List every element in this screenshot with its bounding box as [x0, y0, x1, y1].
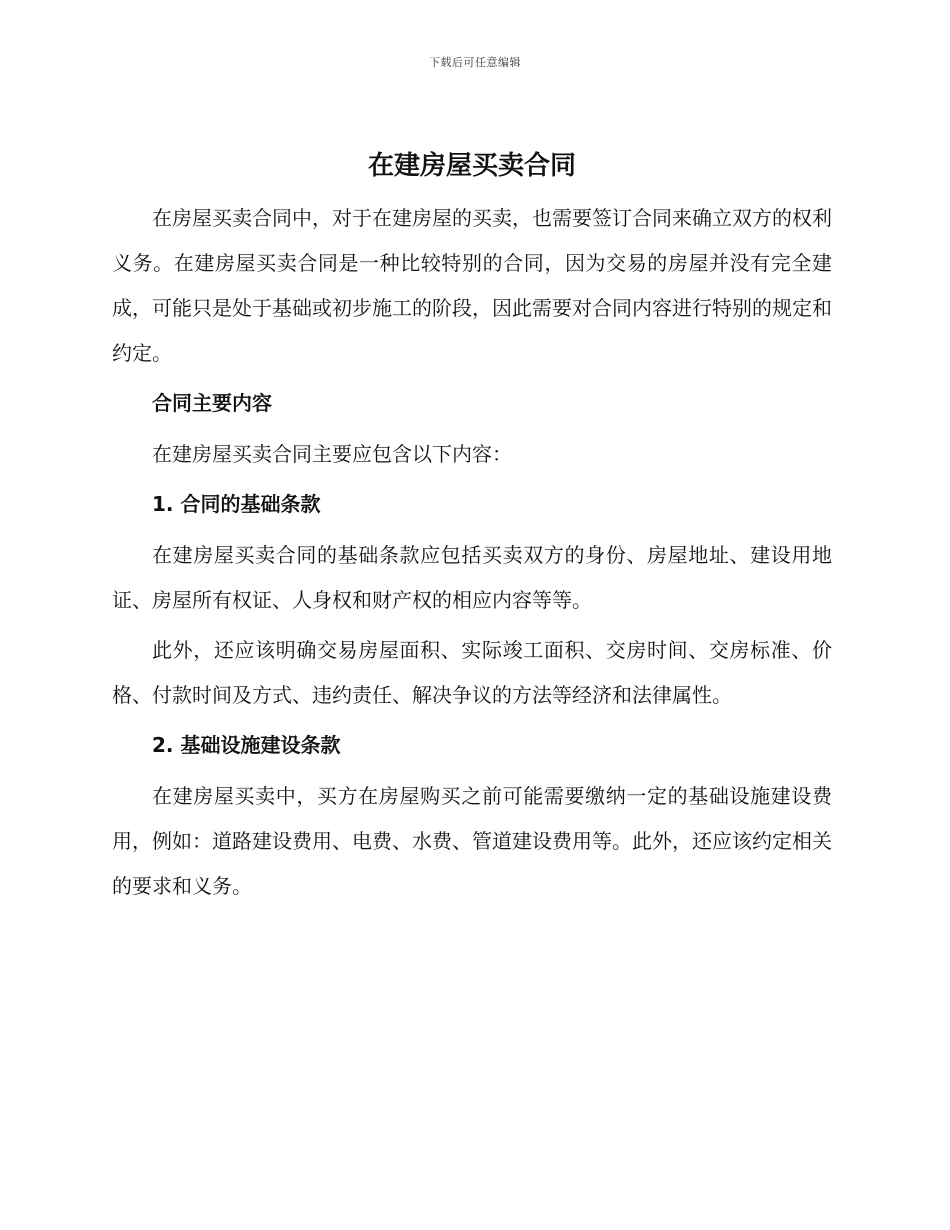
main-content-lead: 在建房屋买卖合同主要应包含以下内容： — [152, 441, 512, 466]
section-heading-basic-terms: 1. 合同的基础条款 — [152, 491, 321, 516]
section-heading-main-content: 合同主要内容 — [152, 390, 272, 415]
infrastructure-paragraph: 在建房屋买卖中，买方在房屋购买之前可能需要缴纳一定的基础设施建设费用，例如：道路建设费用、电费、水费、管道建设费用等。此外，还应该约定相关的要求和义务。 — [112, 783, 832, 898]
document-title: 在建房屋买卖合同 — [367, 151, 576, 181]
section-heading-infrastructure: 2. 基础设施建设条款 — [152, 732, 341, 757]
intro-paragraph: 在房屋买卖合同中，对于在建房屋的买卖，也需要签订合同来确立双方的权利义务。在建房屋买卖合同是一种比较特别的合同，因为交易的房屋并没有完全建成，可能只是处于基础或初步施工的阶段，因此需要对合同内容进行特别的规定和约定。 — [112, 205, 832, 365]
document-body — [112, 150, 832, 914]
basic-terms-paragraph-1: 在建房屋买卖合同的基础条款应包括买卖双方的身份、房屋地址、建设用地证、房屋所有权证、人身权和财产权的相应内容等等。 — [112, 542, 832, 612]
page-header-note: 下载后可任意编辑 — [429, 56, 521, 69]
basic-terms-paragraph-2: 此外，还应该明确交易房屋面积、实际竣工面积、交房时间、交房标准、价格、付款时间及方式、违约责任、解决争议的方法等经济和法律属性。 — [112, 637, 832, 707]
